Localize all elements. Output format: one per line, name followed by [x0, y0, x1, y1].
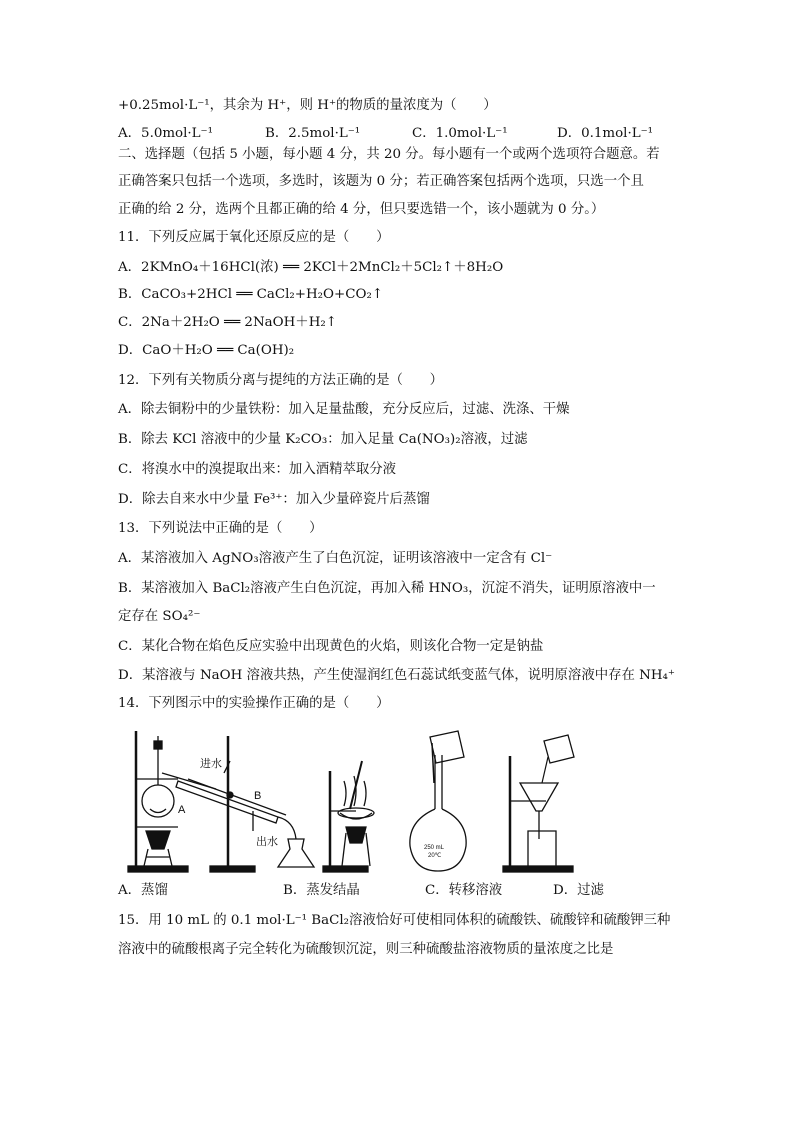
q11-option-d: D．CaO＋H₂O ══ Ca(OH)₂	[118, 342, 295, 358]
q12-stem: 12．下列有关物质分离与提纯的方法正确的是（ ）	[118, 372, 444, 388]
label-a: A	[178, 803, 186, 816]
q13-option-b-2: 定存在 SO₄²⁻	[118, 608, 201, 624]
q12-option-c: C．将溴水中的溴提取出来：加入酒精萃取分液	[118, 461, 397, 477]
q11-option-a: A．2KMnO₄＋16HCl(浓) ══ 2KCl＋2MnCl₂＋5Cl₂↑＋8H₂O	[118, 259, 504, 275]
filtration-apparatus	[503, 735, 574, 872]
flask-temp-label: 20℃	[428, 852, 442, 859]
q13-option-d: D．某溶液与 NaOH 溶液共热，产生使湿润红色石蕊试纸变蓝气体，说明原溶液中存在 NH₄⁺	[118, 668, 675, 684]
section2-instructions-3: 正确的给 2 分，选两个且都正确的给 4 分，但只要选错一个，该小题就为 0 分。）	[118, 202, 605, 218]
q10-option-d: D．0.1mol·L⁻¹	[557, 125, 654, 141]
q12-option-b: B．除去 KCl 溶液中的少量 K₂CO₃：加入足量 Ca(NO₃)₂溶液，过滤	[118, 432, 528, 448]
exam-page	[118, 96, 678, 961]
q14-figure	[118, 721, 678, 881]
q13-option-a: A．某溶液加入 AgNO₃溶液产生了白色沉淀，证明该溶液中一定含有 Cl⁻	[118, 551, 553, 567]
condenser	[176, 736, 314, 872]
section2-instructions-1: 二、选择题（包括 5 小题，每小题 4 分，共 20 分。每小题有一个或两个选项符合题意。若	[118, 146, 660, 162]
flask-volume-label: 250 mL	[424, 844, 445, 851]
q13-option-b-1: B．某溶液加入 BaCl₂溶液产生白色沉淀，再加入稀 HNO₃，沉淀不消失，证明原溶液中一	[118, 581, 656, 597]
q10-options	[118, 124, 678, 145]
label-b: B	[254, 789, 262, 802]
distillation-apparatus	[128, 731, 216, 872]
q12-option-d: D．除去自来水中少量 Fe³⁺：加入少量碎瓷片后蒸馏	[118, 491, 430, 507]
caption-c: C．转移溶液	[425, 882, 503, 898]
q11-stem: 11．下列反应属于氧化还原反应的是（ ）	[118, 229, 390, 245]
q14-captions	[118, 881, 678, 902]
water-in-label: 进水	[200, 757, 222, 770]
section2-instructions-2: 正确答案只包括一个选项，多选时，该题为 0 分；若正确答案包括两个选项，只选一个且	[118, 174, 644, 190]
caption-a: A．蒸馏	[118, 882, 168, 898]
q13-stem: 13．下列说法中正确的是（ ）	[118, 521, 323, 537]
q15-line-1: 15．用 10 mL 的 0.1 mol·L⁻¹ BaCl₂溶液恰好可使相同体积的硫酸铁、硫酸锌和硫酸钾三种	[118, 912, 671, 928]
lab-apparatus-figure	[118, 721, 678, 881]
q10-tail: +0.25mol·L⁻¹，其余为 H⁺，则 H⁺的物质的量浓度为（ ）	[118, 98, 497, 113]
caption-d: D．过滤	[553, 882, 604, 898]
q13-option-c: C．某化合物在焰色反应实验中出现黄色的火焰，则该化合物一定是钠盐	[118, 638, 544, 654]
q10-option-c: C．1.0mol·L⁻¹	[412, 125, 508, 141]
q11-option-b: B．CaCO₃+2HCl ══ CaCl₂+H₂O+CO₂↑	[118, 287, 384, 303]
q10-option-b: B．2.5mol·L⁻¹	[265, 125, 361, 141]
caption-b: B．蒸发结晶	[283, 882, 360, 898]
q15-line-2: 溶液中的硫酸根离子完全转化为硫酸钡沉淀，则三种硫酸盐溶液物质的量浓度之比是	[118, 942, 614, 958]
q10-option-a: A．5.0mol·L⁻¹	[118, 125, 213, 141]
water-out-label: 出水	[256, 835, 278, 848]
evaporation-apparatus	[323, 761, 374, 872]
q14-stem: 14．下列图示中的实验操作正确的是（ ）	[118, 696, 390, 712]
q11-option-c: C．2Na＋2H₂O ══ 2NaOH＋H₂↑	[118, 315, 337, 331]
q12-option-a: A．除去铜粉中的少量铁粉：加入足量盐酸，充分反应后，过滤、洗涤、干燥	[118, 402, 570, 418]
